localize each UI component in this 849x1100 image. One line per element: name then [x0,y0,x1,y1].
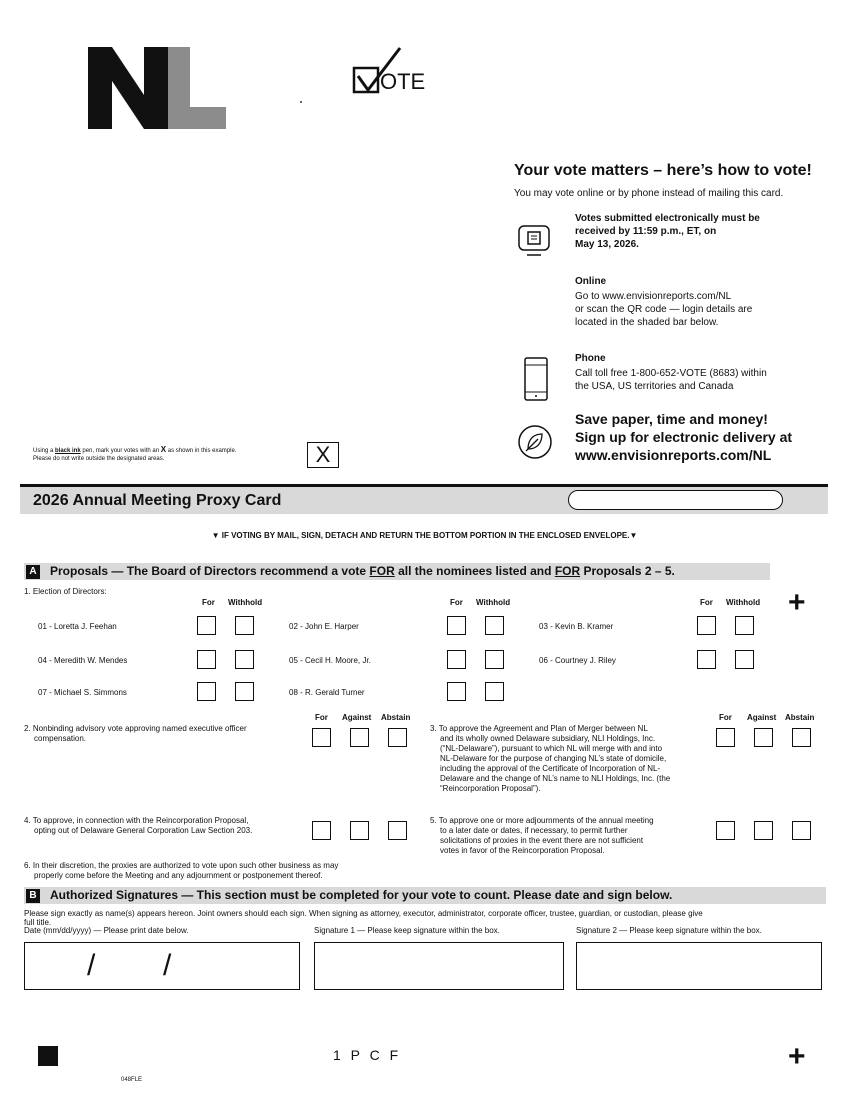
for-checkbox[interactable] [197,616,216,635]
signature-1-box[interactable] [314,942,564,990]
col-withhold: Withhold [476,598,511,607]
nominee-label: 06 - Courtney J. Riley [539,656,616,665]
vote-logo-text: OTE [380,69,426,94]
electronic-deadline-line1: Votes submitted electronically must be [575,213,760,224]
withhold-checkbox[interactable] [235,682,254,701]
abstain-checkbox[interactable] [388,821,407,840]
against-checkbox[interactable] [754,821,773,840]
nl-logo-l [168,47,226,129]
for-checkbox[interactable] [716,821,735,840]
col-for: For [719,713,732,722]
withhold-checkbox[interactable] [735,616,754,635]
phone-line2: the USA, US territories and Canada [575,381,734,392]
proposal-6-line2: properly come before the Meeting and any adjournment or postponement thereof. [34,871,323,880]
for-checkbox[interactable] [447,650,466,669]
col-for: For [202,598,215,607]
proposal-5-line: to a later date or dates, if necessary, to permit further [440,826,628,835]
withhold-checkbox[interactable] [735,650,754,669]
nominee-label: 02 - John E. Harper [289,622,359,631]
col-against: Against [342,713,372,722]
signature-2-box[interactable] [576,942,822,990]
withhold-checkbox[interactable] [485,650,504,669]
electronic-deadline-line2: received by 11:59 p.m., ET, on [575,226,717,237]
stray-dot [300,101,302,103]
online-line3: located in the shaded bar below. [575,317,719,328]
for-checkbox[interactable] [197,682,216,701]
signature-1-label: Signature 1 — Please keep signature within the box. [314,926,500,935]
against-checkbox[interactable] [350,728,369,747]
date-input-box[interactable] [24,942,300,990]
proxy-card-title: 2026 Annual Meeting Proxy Card [33,492,282,509]
for-checkbox[interactable] [716,728,735,747]
vote-checkbox-logo [352,46,432,98]
electronic-deadline-line3: May 13, 2026. [575,239,639,250]
for-checkbox[interactable] [697,616,716,635]
phone-heading: Phone [575,353,606,364]
for-checkbox[interactable] [447,682,466,701]
signature-2-label: Signature 2 — Please keep signature within the box. [576,926,762,935]
proposal-2-line1: 2. Nonbinding advisory vote approving named executive officer [24,724,247,733]
nl-logo-n [88,47,168,129]
proposal-3-line: including the approval of the Certificate of Incorporation of NL- [440,764,661,773]
against-checkbox[interactable] [754,728,773,747]
abstain-checkbox[interactable] [388,728,407,747]
proposal-5-line: solicitations of proxies in the event there are not sufficient [440,836,644,845]
withhold-checkbox[interactable] [235,650,254,669]
proposal-5-line: 5. To approve one or more adjournments of the annual meeting [430,816,654,825]
section-a-letter: A [26,565,40,579]
leaf-icon [517,424,553,465]
section-b-letter: B [26,889,40,903]
nominee-label: 08 - R. Gerald Turner [289,688,365,697]
proposal-5-line: votes in favor of the Reincorporation Proposal. [440,846,605,855]
col-withhold: Withhold [726,598,761,607]
nominee-label: 03 - Kevin B. Kramer [539,622,614,631]
date-label: Date (mm/dd/yyyy) — Please print date below. [24,926,189,935]
signature-instructions-line1: Please sign exactly as name(s) appears hereon. Joint owners should each sign. When signing as attorney, executor, administrator, corporate officer, trustee, guardian, or custodian, please give [24,909,703,918]
online-line2: or scan the QR code — login details are [575,304,753,315]
nominee-label: 04 - Meredith W. Mendes [38,656,128,665]
date-slash: / [87,949,96,982]
for-checkbox[interactable] [197,650,216,669]
abstain-checkbox[interactable] [792,821,811,840]
col-for: For [700,598,713,607]
ink-instructions: Using a black ink pen, mark your votes with an X as shown in this example. Please do not write outside the designated areas. [33,445,237,462]
online-heading: Online [575,276,607,287]
vote-options-subtitle: You may vote online or by phone instead of mailing this card. [514,188,784,199]
login-oval [568,490,783,510]
for-checkbox[interactable] [312,821,331,840]
example-x-mark: X [307,442,339,468]
section-b-title: Authorized Signatures — This section must be completed for your vote to count. Please date and sign below. [50,888,673,902]
computer-icon [517,224,553,265]
col-withhold: Withhold [228,598,263,607]
withhold-checkbox[interactable] [485,616,504,635]
proposal-3-line: (“NL-Delaware”), pursuant to which NL will merge with and into [440,744,663,753]
save-paper-line3: www.envisionreports.com/NL [575,447,772,463]
phone-icon [523,356,549,407]
withhold-checkbox[interactable] [235,616,254,635]
proposal-4-line2: opting out of Delaware General Corporation Law Section 203. [34,826,253,835]
proposal-3-line: Delaware and the change of NL’s name to NLI Holdings, Inc. (the [440,774,671,783]
proposal-6-line1: 6. In their discretion, the proxies are authorized to vote upon such other business as may [24,861,339,870]
col-for: For [315,713,328,722]
mail-instruction: ▼ IF VOTING BY MAIL, SIGN, DETACH AND RETURN THE BOTTOM PORTION IN THE ENCLOSED ENVELOPE.▼ [211,531,638,540]
nominee-label: 05 - Cecil H. Moore, Jr. [289,656,371,665]
registration-plus-mark: + [788,586,806,619]
col-abstain: Abstain [785,713,815,722]
registration-square [38,1046,58,1066]
save-paper-line1: Save paper, time and money! [575,411,768,427]
save-paper-line2: Sign up for electronic delivery at [575,429,793,445]
form-code: 1 P C F [333,1047,402,1063]
abstain-checkbox[interactable] [792,728,811,747]
proposal-3-line: NL-Delaware for the purpose of changing NL’s state of domicile, [440,754,667,763]
col-against: Against [747,713,777,722]
proposal-2-line2: compensation. [34,734,87,743]
small-form-code: 048FLE [121,1077,143,1083]
signature-instructions-line2: full title. [24,918,52,927]
online-line1: Go to www.envisionreports.com/NL [575,291,732,302]
for-checkbox[interactable] [697,650,716,669]
proposal-4-line1: 4. To approve, in connection with the Reincorporation Proposal, [24,816,249,825]
proposal-3-line: 3. To approve the Agreement and Plan of Merger between NL [430,724,648,733]
for-checkbox[interactable] [312,728,331,747]
date-slash: / [163,949,172,982]
for-checkbox[interactable] [447,616,466,635]
section-a-title: Proposals — The Board of Directors recommend a vote FOR all the nominees listed and FOR Proposals 2 – 5. [50,564,675,578]
nominee-label: 01 - Loretta J. Feehan [38,622,117,631]
against-checkbox[interactable] [350,821,369,840]
vote-matters-title: Your vote matters – here’s how to vote! [514,162,812,179]
proposal-3-line: “Reincorporation Proposal”). [440,784,541,793]
col-for: For [450,598,463,607]
proposal-3-line: and its wholly owned Delaware subsidiary, NLI Holdings, Inc. [440,734,656,743]
withhold-checkbox[interactable] [485,682,504,701]
col-abstain: Abstain [381,713,411,722]
election-label: 1. Election of Directors: [24,587,107,596]
registration-plus-mark: + [788,1040,806,1073]
nominee-label: 07 - Michael S. Simmons [38,688,127,697]
phone-line1: Call toll free 1-800-652-VOTE (8683) within [575,368,767,379]
